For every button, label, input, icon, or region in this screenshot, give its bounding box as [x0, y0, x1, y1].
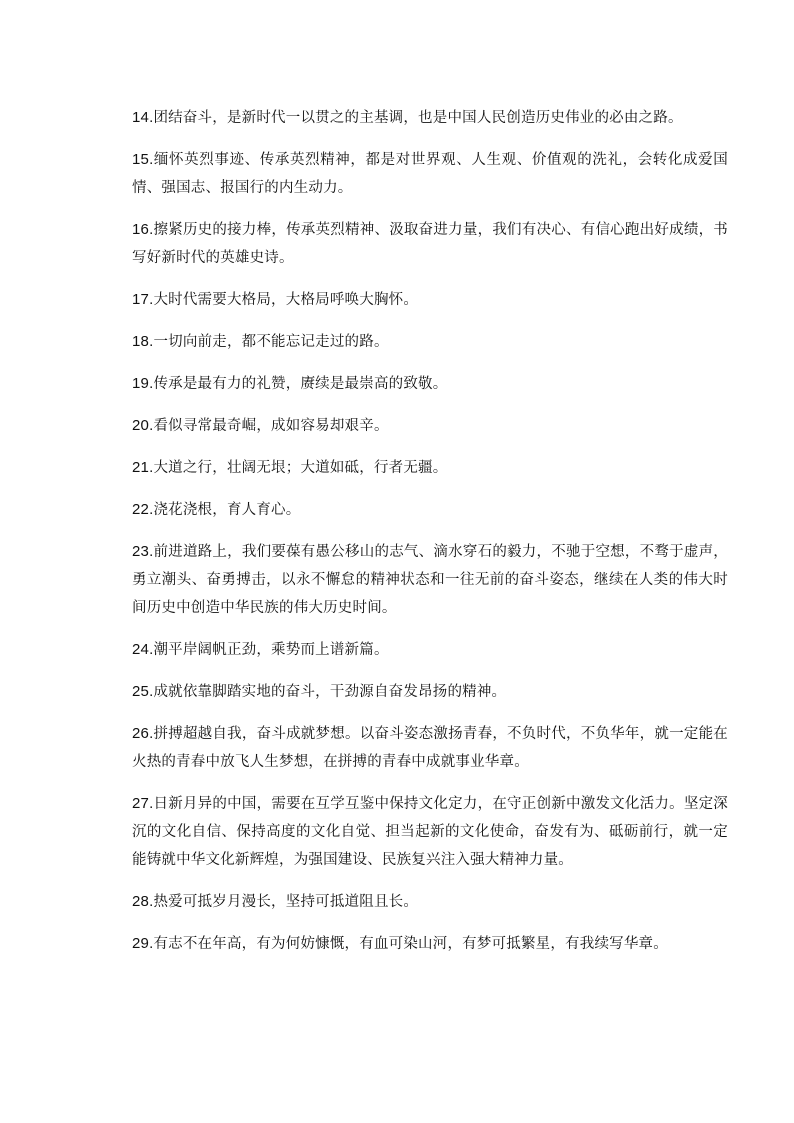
list-item	[132, 286, 728, 314]
item-number: 28.	[132, 893, 154, 910]
item-text: 大道之行，壮阔无垠；大道如砥，行者无疆。	[153, 460, 448, 476]
item-number: 22.	[132, 501, 154, 518]
item-number: 15.	[132, 151, 154, 168]
quote-list	[132, 104, 728, 972]
item-number: 24.	[132, 641, 154, 658]
item-number: 16.	[132, 221, 154, 238]
item-text: 一切向前走，都不能忘记走过的路。	[153, 334, 389, 350]
item-number: 26.	[132, 725, 154, 742]
list-item	[132, 496, 728, 524]
item-number: 23.	[132, 543, 154, 560]
list-item	[132, 678, 728, 706]
item-text: 成就依靠脚踏实地的奋斗，干劲源自奋发昂扬的精神。	[153, 684, 507, 700]
item-text: 大时代需要大格局，大格局呼唤大胸怀。	[153, 292, 419, 308]
item-number: 18.	[132, 333, 154, 350]
item-number: 17.	[132, 291, 154, 308]
list-item	[132, 538, 728, 622]
list-item	[132, 930, 728, 958]
item-text: 传承是最有力的礼赞，赓续是最崇高的致敬。	[153, 376, 448, 392]
item-text: 浇花浇根，育人育心。	[153, 502, 301, 518]
item-text: 有志不在年高，有为何妨慷慨，有血可染山河，有梦可抵繁星，有我续写华章。	[153, 936, 668, 952]
list-item	[132, 146, 728, 202]
list-item	[132, 720, 728, 776]
list-item	[132, 454, 728, 482]
list-item	[132, 370, 728, 398]
list-item	[132, 888, 728, 916]
item-text: 潮平岸阔帆正劲，乘势而上谱新篇。	[153, 642, 389, 658]
item-text: 拼搏超越自我，奋斗成就梦想。以奋斗姿态激扬青春，不负时代，不负华年，就一定能在火热的青春中放飞人生梦想，在拼搏的青春中成就事业华章。	[132, 726, 728, 770]
item-number: 20.	[132, 417, 154, 434]
item-number: 25.	[132, 683, 154, 700]
item-text: 热爱可抵岁月漫长，坚持可抵道阻且长。	[153, 894, 419, 910]
item-text: 团结奋斗，是新时代一以贯之的主基调，也是中国人民创造历史伟业的必由之路。	[153, 110, 683, 126]
item-text: 前进道路上，我们要葆有愚公移山的志气、滴水穿石的毅力，不驰于空想，不骛于虚声，勇立潮头、奋勇搏击，以永不懈怠的精神状态和一往无前的奋斗姿态，继续在人类的伟大时间历史中创造中华民族的伟大历史时间。	[132, 544, 728, 616]
item-text: 擦紧历史的接力棒，传承英烈精神、汲取奋进力量，我们有决心、有信心跑出好成绩，书写好新时代的英雄史诗。	[132, 222, 728, 266]
list-item	[132, 636, 728, 664]
list-item	[132, 216, 728, 272]
item-number: 27.	[132, 795, 154, 812]
item-text: 看似寻常最奇崛，成如容易却艰辛。	[153, 418, 389, 434]
item-text: 日新月异的中国，需要在互学互鉴中保持文化定力，在守正创新中激发文化活力。坚定深沉的文化自信、保持高度的文化自觉、担当起新的文化使命，奋发有为、砥砺前行，就一定能铸就中华文化新辉煌，为强国建设、民族复兴注入强大精神力量。	[132, 796, 728, 868]
item-number: 14.	[132, 109, 154, 126]
item-text: 缅怀英烈事迹、传承英烈精神，都是对世界观、人生观、价值观的洗礼，会转化成爱国情、强国志、报国行的内生动力。	[132, 152, 728, 196]
item-number: 19.	[132, 375, 154, 392]
list-item	[132, 790, 728, 874]
list-item	[132, 412, 728, 440]
list-item	[132, 328, 728, 356]
item-number: 21.	[132, 459, 154, 476]
list-item	[132, 104, 728, 132]
item-number: 29.	[132, 935, 154, 952]
